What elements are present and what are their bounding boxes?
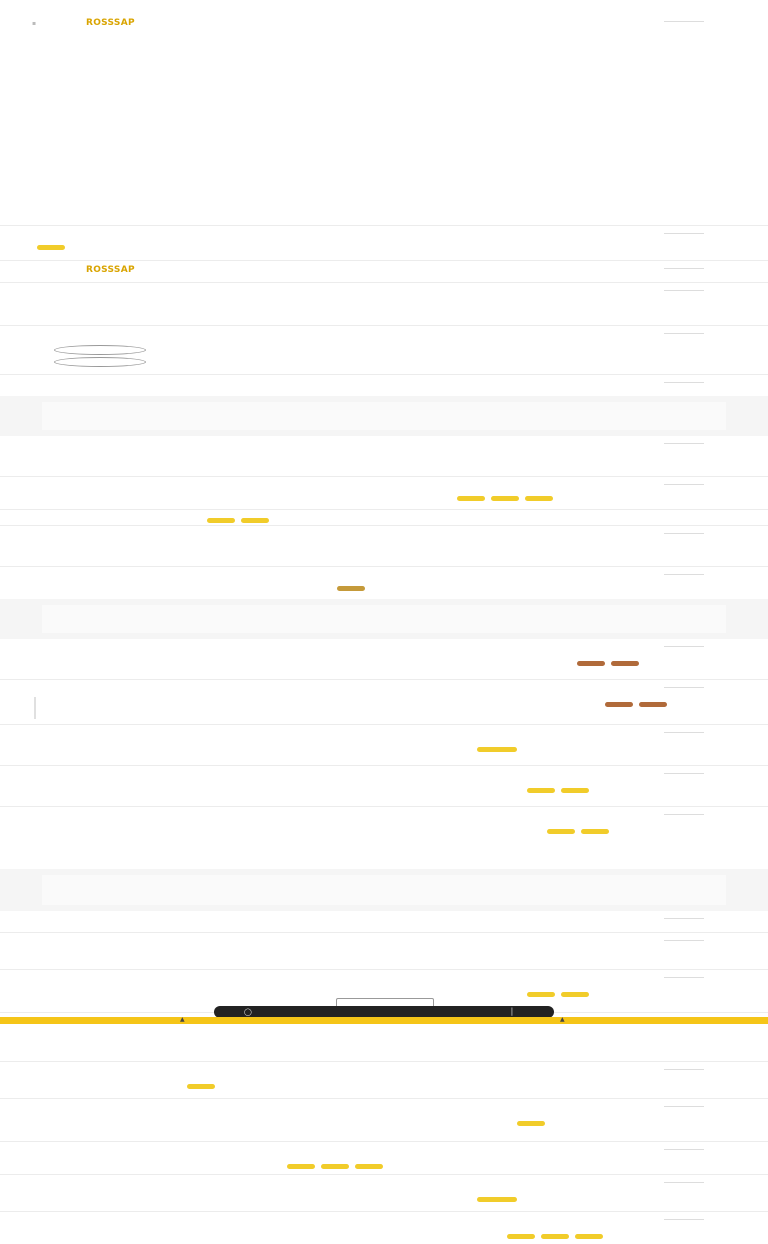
emoji [457, 496, 485, 501]
emoji [187, 1084, 215, 1089]
post-text [42, 697, 602, 707]
post-body [34, 656, 734, 674]
emoji [355, 1164, 383, 1169]
post-meta [34, 514, 734, 526]
post-text [34, 824, 544, 834]
post-meta [34, 379, 734, 391]
top-strip [0, 0, 768, 14]
post-body [34, 1030, 734, 1056]
drawn-oval [54, 345, 146, 355]
reply-post [0, 14, 768, 226]
post-meta [34, 915, 734, 927]
emoji [611, 661, 639, 666]
post-meta [34, 440, 734, 452]
emoji [477, 747, 517, 752]
reply-post [0, 1062, 768, 1099]
post-text [34, 742, 474, 752]
post-controls[interactable] [664, 732, 704, 736]
reply-post [0, 477, 768, 510]
post-controls[interactable] [664, 1149, 704, 1153]
reply-post [0, 725, 768, 766]
emoji [321, 1164, 349, 1169]
reply-post [0, 436, 768, 477]
reply-post [0, 680, 768, 725]
post-controls[interactable] [664, 940, 704, 944]
post-controls[interactable] [664, 574, 704, 578]
emoji [527, 992, 555, 997]
reply-post [0, 375, 768, 396]
post-text [34, 1229, 504, 1239]
emoji [517, 1121, 545, 1126]
post-text [34, 1079, 184, 1089]
emoji [575, 1234, 603, 1239]
post-body [34, 1116, 734, 1136]
reply-post [0, 261, 768, 283]
post-controls[interactable] [664, 382, 704, 386]
reply-post [0, 1175, 768, 1212]
quoted-reply [34, 697, 734, 719]
post-controls[interactable] [664, 977, 704, 981]
post-meta [34, 287, 734, 299]
post-meta [34, 265, 734, 277]
post-text [34, 987, 524, 997]
post-body [34, 950, 734, 964]
emoji [581, 829, 609, 834]
reply-post [0, 510, 768, 526]
drawn-oval [54, 357, 146, 367]
emoji [477, 1197, 517, 1202]
reply-feed [0, 14, 768, 1244]
reply-post [0, 526, 768, 567]
post-meta [34, 571, 734, 583]
post-controls[interactable] [664, 646, 704, 650]
post-text [34, 656, 574, 666]
post-meta [34, 770, 734, 782]
emoji [491, 496, 519, 501]
nav-icon[interactable]: ▲ [180, 1016, 185, 1023]
post-meta [34, 1216, 734, 1228]
post-controls[interactable] [664, 1106, 704, 1110]
username[interactable]: ROSSSAP [86, 18, 135, 28]
post-controls[interactable] [664, 233, 704, 237]
post-controls[interactable] [664, 1219, 704, 1223]
reply-post [0, 326, 768, 375]
emoji [577, 661, 605, 666]
reply-post [0, 226, 768, 261]
bottom-nav-bar[interactable] [0, 1017, 768, 1024]
post-body [34, 300, 734, 320]
emoji [507, 1234, 535, 1239]
post-body [34, 584, 734, 594]
post-body [34, 1192, 734, 1206]
emoji [561, 788, 589, 793]
post-text [34, 783, 524, 793]
post-controls[interactable] [664, 773, 704, 777]
post-meta [34, 1179, 734, 1191]
post-controls[interactable] [664, 21, 704, 25]
post-controls[interactable] [664, 290, 704, 294]
post-meta [34, 330, 734, 342]
post-body [34, 494, 734, 504]
emoji [547, 829, 575, 834]
post-text [34, 1116, 514, 1126]
post-body [34, 31, 734, 217]
emoji [525, 496, 553, 501]
post-controls[interactable] [664, 918, 704, 922]
reply-post [0, 1099, 768, 1142]
post-controls[interactable] [664, 533, 704, 537]
nav-icon[interactable]: ▲ [560, 1016, 565, 1023]
ad-slot [0, 396, 768, 436]
post-meta [34, 18, 734, 30]
post-meta [34, 937, 734, 949]
reply-toolbar-icon[interactable]: ◯ [244, 1008, 252, 1016]
post-controls[interactable] [664, 1069, 704, 1073]
post-body [34, 783, 734, 801]
post-controls[interactable] [664, 268, 704, 272]
post-meta [34, 974, 734, 986]
post-body [34, 1229, 734, 1239]
post-controls[interactable] [664, 443, 704, 447]
reply-post [0, 933, 768, 970]
reply-post [0, 639, 768, 680]
post-body [34, 1159, 734, 1169]
post-meta [34, 684, 734, 696]
post-meta [34, 1146, 734, 1158]
reply-post [0, 766, 768, 807]
reply-toolbar-icon[interactable]: │ [509, 1008, 514, 1016]
emoji [561, 992, 589, 997]
reply-post [0, 283, 768, 326]
emoji [37, 245, 65, 250]
post-body [34, 824, 734, 864]
ad-slot [0, 599, 768, 639]
reply-post [0, 911, 768, 933]
post-body [34, 453, 734, 471]
post-meta [34, 230, 734, 242]
post-text [34, 1159, 284, 1169]
post-body [34, 345, 734, 367]
post-meta [34, 1103, 734, 1115]
floor-number: ▪ [32, 20, 37, 27]
post-body [34, 243, 734, 255]
emoji [605, 702, 633, 707]
post-meta [34, 481, 734, 493]
username[interactable]: ROSSSAP [86, 265, 135, 275]
reply-post [0, 807, 768, 869]
post-controls[interactable] [664, 1182, 704, 1186]
emoji [337, 586, 365, 591]
ad-slot [0, 869, 768, 911]
post-body [34, 1079, 734, 1093]
post-body [34, 742, 734, 760]
post-controls[interactable] [664, 484, 704, 488]
reply-post [0, 567, 768, 599]
emoji [527, 788, 555, 793]
post-meta [34, 811, 734, 823]
post-meta [34, 643, 734, 655]
post-meta [34, 729, 734, 741]
reply-post [0, 1212, 768, 1244]
post-controls[interactable] [664, 687, 704, 691]
post-controls[interactable] [664, 814, 704, 818]
emoji [287, 1164, 315, 1169]
emoji [639, 702, 667, 707]
reply-post [0, 1142, 768, 1175]
post-meta [34, 1066, 734, 1078]
post-body [34, 543, 734, 561]
post-controls[interactable] [664, 333, 704, 337]
post-text [34, 1192, 474, 1202]
emoji [541, 1234, 569, 1239]
post-meta [34, 530, 734, 542]
